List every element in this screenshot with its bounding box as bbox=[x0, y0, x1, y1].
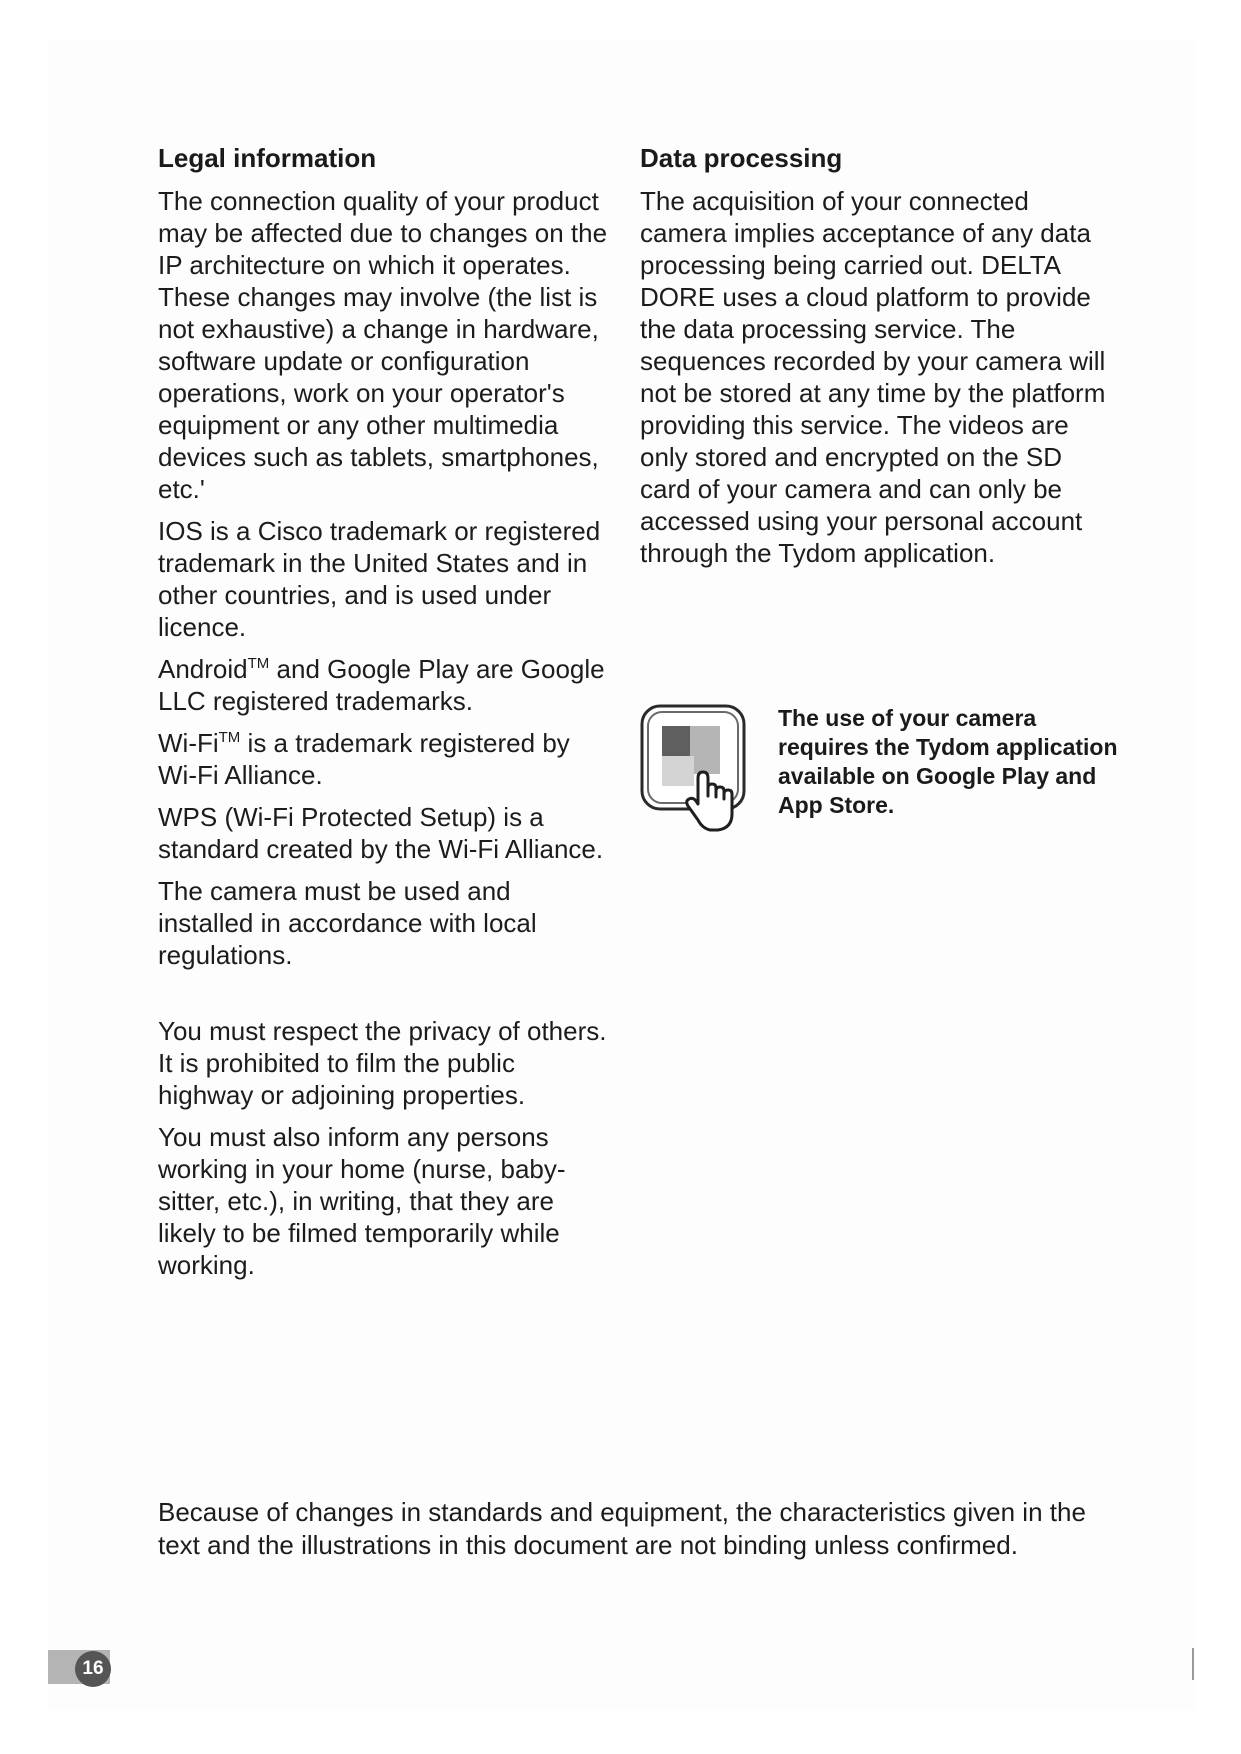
disclaimer-note: Because of changes in standards and equipment, the characteristics given in the text and the illustrations in this document are not binding unless confirmed. bbox=[158, 1497, 1086, 1560]
ios-trademark-paragraph: IOS is a Cisco trademark or registered trademark in the United States and in other countries, and is used under licence. bbox=[158, 515, 601, 642]
page-number: 16 bbox=[75, 1651, 111, 1687]
wifi-trademark-paragraph bbox=[158, 727, 608, 791]
tap-app-icon bbox=[640, 704, 750, 834]
inform-persons-paragraph: You must also inform any persons working in your home (nurse, baby-sitter, etc.), in writing, that they are likely to be filmed temporarily while working. bbox=[158, 1121, 566, 1280]
wifi-rest: is a trademark registered by Wi-Fi Alliance. bbox=[158, 727, 570, 790]
legal-information-section bbox=[158, 142, 608, 1291]
regulations-paragraph: The camera must be used and installed in accordance with local regulations. bbox=[158, 875, 537, 970]
android-rest: and Google Play are Google LLC registered trademarks. bbox=[158, 653, 605, 716]
legal-information-heading: Legal information bbox=[158, 143, 377, 173]
android-tm: TM bbox=[247, 654, 270, 672]
wifi-tm: TM bbox=[218, 728, 241, 746]
data-processing-heading: Data processing bbox=[640, 143, 843, 173]
tydom-notice bbox=[640, 704, 1120, 834]
android-name: Android bbox=[158, 653, 248, 684]
privacy-paragraph: You must respect the privacy of others. It is prohibited to film the public highway or adjoining properties. bbox=[158, 1015, 607, 1110]
connection-quality-paragraph: The connection quality of your product may be affected due to changes on the IP architecture on which it operates. These changes may involve (the list is not exhaustive) a change in hardware, software update or configuration operations, work on your operator's equipment or any other multimedia devices such as tablets, smartphones, etc.' bbox=[158, 185, 608, 504]
data-processing-paragraph: The acquisition of your connected camera implies acceptance of any data processing being carried out. DELTA DORE uses a cloud platform to provide the data processing service. The sequences recorded by your camera will not be stored at any time by the platform providing this service. The videos are only stored and encrypted on the SD card of your camera and can only be accessed using your personal account through the Tydom application. bbox=[640, 185, 1106, 568]
tydom-notice-text: The use of your camera requires the Tydom application available on Google Play and App Store. bbox=[778, 705, 1118, 818]
wifi-name: Wi-Fi bbox=[158, 727, 219, 758]
paragraph-spacer bbox=[158, 981, 608, 1015]
edge-marker bbox=[1192, 1648, 1194, 1680]
wps-paragraph: WPS (Wi-Fi Protected Setup) is a standard created by the Wi-Fi Alliance. bbox=[158, 801, 604, 864]
data-processing-section bbox=[640, 142, 1110, 579]
android-trademark-paragraph bbox=[158, 653, 608, 717]
